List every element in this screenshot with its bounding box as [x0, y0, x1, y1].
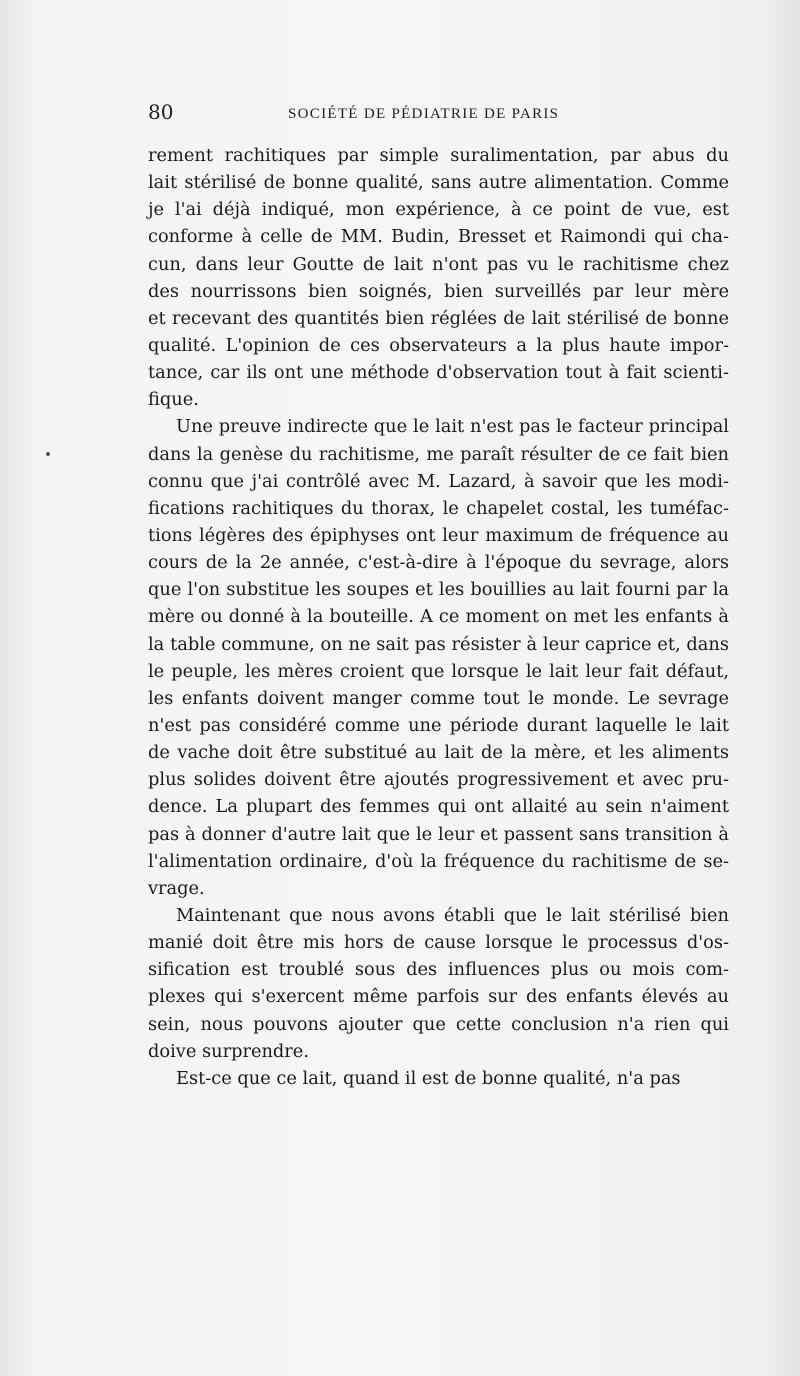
- text-line: plus solides doivent être ajoutés progressivement et avec pru-: [148, 769, 729, 791]
- text-line: je l'ai déjà indiqué, mon expérience, à ce point de vue, est: [148, 199, 729, 221]
- text-line: tions légères des épiphyses ont leur maximum de fréquence au: [148, 524, 729, 546]
- text-line: la table commune, on ne sait pas résister à leur caprice et, dans: [148, 633, 729, 655]
- body-text: [148, 142, 729, 1092]
- text-line: fique.: [148, 389, 199, 411]
- text-line: rement rachitiques par simple suralimentation, par abus du: [148, 145, 729, 166]
- text-line: doive surprendre.: [148, 1040, 309, 1062]
- text-line: cours de la 2e année, c'est-à-dire à l'époque du sevrage, alors: [148, 552, 729, 574]
- text-line: lait stérilisé de bonne qualité, sans autre alimentation. Comme: [148, 172, 729, 194]
- text-line: manié doit être mis hors de cause lorsque le processus d'os-: [148, 932, 729, 954]
- text-line: les enfants doivent manger comme tout le monde. Le sevrage: [148, 687, 729, 709]
- text-line: vrage.: [148, 877, 205, 899]
- page-header: [148, 100, 728, 130]
- text-line: que l'on substitue les soupes et les bouillies au lait fourni par la: [148, 579, 729, 601]
- text-line: pas à donner d'autre lait que le leur et passent sans transition à: [148, 823, 729, 845]
- text-line: et recevant des quantités bien réglées de lait stérilisé de bonne: [148, 307, 729, 329]
- running-head: SOCIÉTÉ DE PÉDIATRIE DE PARIS: [288, 106, 560, 122]
- text-line: sein, nous pouvons ajouter que cette conclusion n'a rien qui: [148, 1013, 729, 1035]
- text-line: Une preuve indirecte que le lait n'est pas le facteur principal: [176, 416, 729, 438]
- text-line: tance, car ils ont une méthode d'observation tout à fait scienti-: [148, 362, 729, 384]
- text-line: dans la genèse du rachitisme, me paraît résulter de ce fait bien: [148, 443, 729, 465]
- text-line: Est-ce que ce lait, quand il est de bonne qualité, n'a pas: [176, 1067, 681, 1089]
- text-line: l'alimentation ordinaire, d'où la fréquence du rachitisme de se-: [148, 850, 729, 872]
- paragraph: [148, 902, 729, 1065]
- paragraph: [148, 1065, 729, 1092]
- paragraph: [148, 142, 729, 413]
- paragraph: [148, 413, 729, 902]
- text-line: cun, dans leur Goutte de lait n'ont pas vu le rachitisme chez: [148, 253, 729, 275]
- print-speck: [46, 452, 50, 456]
- page-number: 80: [148, 100, 174, 124]
- text-line: fications rachitiques du thorax, le chapelet costal, les tuméfac-: [148, 497, 729, 519]
- text-line: sification est troublé sous des influences plus ou mois com-: [148, 959, 729, 981]
- text-line: qualité. L'opinion de ces observateurs a la plus haute impor-: [148, 334, 729, 356]
- text-line: mère ou donné à la bouteille. A ce moment on met les enfants à: [148, 606, 729, 628]
- text-line: dence. La plupart des femmes qui ont allaité au sein n'aiment: [148, 796, 729, 818]
- text-line: n'est pas considéré comme une période durant laquelle le lait: [148, 714, 729, 736]
- text-line: des nourrissons bien soignés, bien surveillés par leur mère: [148, 280, 729, 302]
- text-line: le peuple, les mères croient que lorsque le lait leur fait défaut,: [148, 660, 729, 682]
- text-line: plexes qui s'exercent même parfois sur des enfants élevés au: [148, 986, 729, 1008]
- text-line: de vache doit être substitué au lait de la mère, et les aliments: [148, 742, 729, 764]
- text-line: conforme à celle de MM. Budin, Bresset et Raimondi qui cha-: [148, 226, 729, 248]
- text-line: connu que j'ai contrôlé avec M. Lazard, à savoir que les modi-: [148, 470, 729, 492]
- text-line: Maintenant que nous avons établi que le lait stérilisé bien: [176, 904, 729, 926]
